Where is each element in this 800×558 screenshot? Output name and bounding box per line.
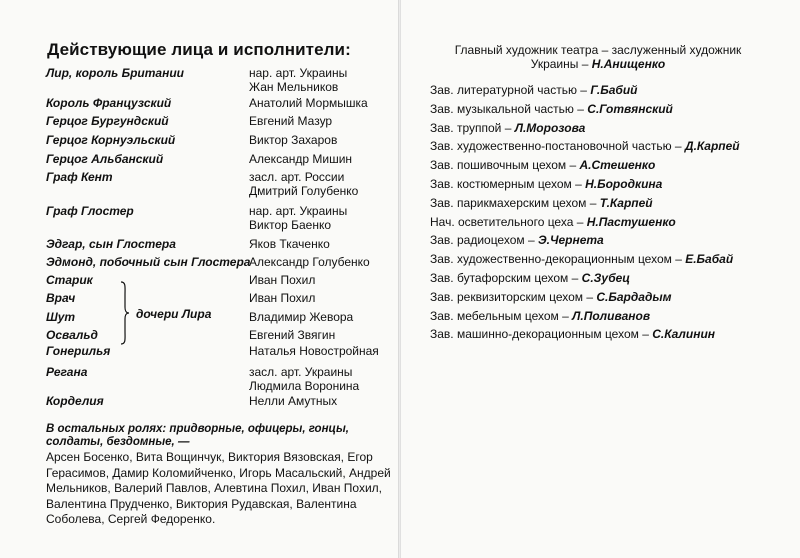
cast-title: Действующие лица и исполнители: [47, 40, 351, 59]
chief-artist-title-suffix: Украины – [530, 57, 592, 71]
staff-position: Зав. художественно-декорационным цехом – [430, 252, 686, 267]
staff-person: С.Калинин [652, 327, 716, 342]
staff-person: Г.Бабий [590, 83, 638, 97]
staff-person: Е.Бабай [685, 252, 734, 267]
staff-person: С.Зубец [581, 271, 631, 285]
actor-line: Иван Похил [249, 291, 316, 305]
actor-name [249, 291, 315, 305]
actor-name [249, 255, 370, 269]
actor-name [249, 152, 352, 166]
actor-name [249, 328, 335, 342]
staff-row [430, 252, 733, 266]
role-name: Гонерилья [46, 344, 111, 358]
actor-name [249, 394, 337, 408]
actor-name [249, 133, 337, 147]
actor-name [249, 365, 359, 393]
staff-row [430, 290, 672, 304]
actor-line: засл. арт. России [249, 170, 345, 184]
staff-position: Зав. пошивочным цехом – [430, 158, 580, 173]
actor-name [249, 170, 358, 198]
actor-line: Нелли Амутных [249, 394, 338, 408]
actor-line: Иван Похил [249, 273, 316, 287]
actor-name [249, 96, 368, 110]
staff-person: С.Готвянский [587, 101, 673, 116]
staff-position: Зав. парикмахерским цехом – [430, 195, 600, 210]
actor-line: Виктор Захаров [249, 133, 338, 147]
staff-person: Т.Карпей [599, 195, 653, 210]
staff-position: Зав. мебельным цехом – [430, 308, 573, 323]
chief-artist-credit [413, 43, 783, 71]
actor-name [249, 310, 353, 324]
role-name: Регана [46, 365, 88, 379]
role-name: Герцог Бургундский [46, 114, 169, 128]
actor-line: Виктор Баенко [249, 218, 332, 232]
actor-line: Александр Мишин [249, 152, 353, 166]
staff-row [430, 215, 676, 229]
actor-line: Евгений Мазур [249, 114, 333, 128]
staff-row [430, 121, 585, 135]
actor-line: нар. арт. Украины [249, 204, 348, 218]
staff-row [430, 139, 740, 153]
staff-position: Зав. костюмерным цехом – [430, 177, 586, 191]
role-name: Корделия [46, 394, 104, 408]
staff-row [430, 271, 630, 285]
actor-name [249, 66, 347, 94]
staff-person: С.Бардадым [596, 289, 672, 304]
actor-line: Александр Голубенко [249, 255, 370, 269]
role-name: Герцог Альбанский [46, 152, 164, 166]
role-name: Граф Кент [46, 170, 113, 184]
actor-line: Анатолий Мормышка [249, 96, 368, 110]
role-name: Старик [46, 273, 93, 287]
staff-row [430, 177, 662, 191]
staff-position: Зав. труппой – [430, 120, 515, 135]
staff-position: Зав. бутафорским цехом – [430, 271, 582, 285]
role-name: Освальд [46, 328, 98, 342]
staff-position: Зав. музыкальной частью – [430, 101, 588, 116]
chief-artist-line: Главный художник театра – заслуженный художник [454, 43, 742, 57]
staff-position: Зав. литературной частью – [430, 83, 591, 97]
actor-name [249, 237, 330, 251]
actor-name [249, 204, 347, 232]
staff-person: Л.Морозова [514, 120, 586, 135]
role-name: Король Французский [46, 96, 172, 110]
role-name: Эдгар, сын Глостера [46, 237, 176, 251]
staff-row [430, 233, 604, 247]
role-name: Герцог Корнуэльский [46, 133, 176, 147]
actor-line: Дмитрий Голубенко [249, 184, 359, 198]
actor-line: засл. арт. Украины [249, 365, 353, 379]
staff-row [430, 327, 715, 341]
daughters-brace [120, 281, 130, 345]
actor-line: Яков Ткаченко [249, 237, 330, 251]
role-name: Эдмонд, побочный сын Глостера [46, 255, 251, 269]
actor-name [249, 344, 379, 358]
staff-position: Зав. художественно-постановочной частью – [430, 139, 685, 154]
daughters-label: дочери Лира [136, 307, 212, 321]
other-roles-heading: В остальных ролях: придворные, офицеры, гонцы, солдаты, бездомные, — [46, 423, 349, 448]
staff-position: Зав. машинно-декорационным цехом – [430, 327, 653, 342]
actor-name [249, 114, 332, 128]
role-name: Граф Глостер [46, 204, 134, 218]
staff-position: Нач. осветительного цеха – [430, 214, 587, 229]
staff-person: Л.Поливанов [572, 308, 651, 323]
actor-line: нар. арт. Украины [249, 66, 348, 80]
actor-line: Жан Мельников [249, 80, 339, 94]
staff-row [430, 158, 655, 172]
chief-artist-name: Н.Анищенко [591, 57, 666, 71]
staff-row [430, 83, 638, 97]
staff-row [430, 102, 673, 116]
actor-line: Евгений Звягин [249, 328, 336, 342]
role-name: Врач [46, 291, 76, 305]
actor-name [249, 273, 315, 287]
staff-row [430, 309, 650, 323]
actor-line: Наталья Новостройная [249, 344, 379, 358]
role-name: Шут [46, 310, 76, 324]
staff-row [430, 196, 653, 210]
left-page [0, 0, 398, 558]
staff-person: Н.Бородкина [585, 177, 663, 191]
staff-person: Д.Карпей [684, 139, 740, 154]
staff-position: Зав. реквизиторским цехом – [430, 289, 597, 304]
actor-line: Людмила Воронина [249, 379, 360, 393]
staff-person: А.Стешенко [579, 158, 656, 173]
other-roles-names: Арсен Босенко, Вита Вощинчук, Виктория Вязовская, Егор Герасимов, Дамир Коломийченко, Игорь Масальский, Андрей Мельников, Валерий Павлов, Алевтина Похил, Иван Похил, Валентина Прудченко, Виктория Рудавская, Валентина Соболева, Сергей Федоренко. [46, 450, 391, 527]
staff-person: Э.Чернета [537, 233, 604, 248]
actor-line: Владимир Жевора [249, 310, 354, 324]
staff-position: Зав. радиоцехом – [430, 233, 538, 248]
role-name: Лир, король Британии [46, 66, 184, 80]
staff-person: Н.Пастушенко [586, 214, 676, 229]
